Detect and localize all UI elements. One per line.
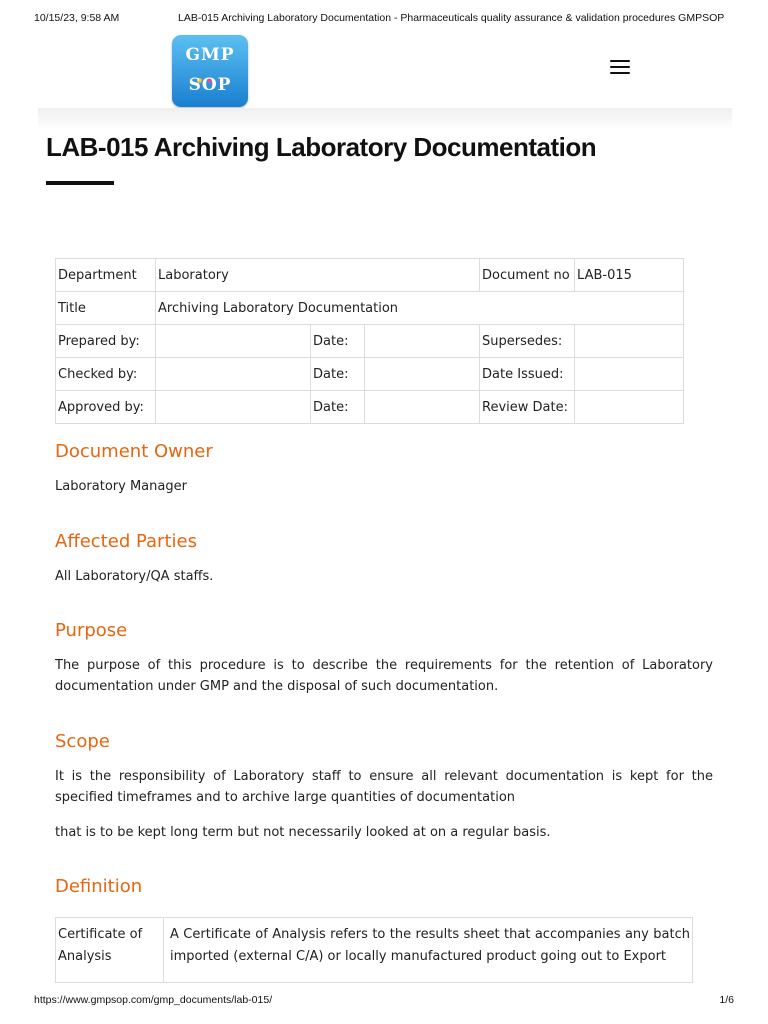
approved-by-label: Approved by: [56, 391, 156, 424]
page-number: 1/6 [719, 994, 734, 1006]
gmpsop-logo[interactable] [172, 35, 248, 107]
scope-text-1: It is the responsibility of Laboratory staff to ensure all relevant documentation is kept for the specified timeframes and to archive large quantities of documentation [55, 769, 713, 805]
approved-date-value [365, 391, 480, 424]
date-issued-label: Date Issued: [480, 358, 575, 391]
checked-date-label: Date: [311, 358, 365, 391]
site-header [38, 30, 732, 110]
document-no-value: LAB-015 [575, 259, 684, 292]
print-timestamp: 10/15/23, 9:58 AM [34, 12, 120, 24]
table-row [56, 358, 684, 391]
affected-parties-heading: Affected Parties [55, 531, 197, 552]
document-no-label: Document no [480, 259, 575, 292]
approved-date-label: Date: [311, 391, 365, 424]
scope-section [55, 731, 713, 843]
scope-text-2: that is to be kept long term but not necessarily looked at on a regular basis. [55, 825, 551, 840]
date-issued-value [575, 358, 684, 391]
logo-text-gmp: GMP [185, 45, 235, 65]
logo-text-sop: SOP [188, 75, 232, 95]
prepared-date-value [365, 325, 480, 358]
scope-heading: Scope [55, 731, 110, 752]
document-owner-section [55, 441, 713, 497]
print-header [34, 12, 734, 28]
table-row [56, 259, 684, 292]
print-document-title: LAB-015 Archiving Laboratory Documentation - Pharmaceuticals quality assurance & validation procedures GMPSOP [178, 12, 725, 24]
header-shadow [38, 108, 732, 130]
purpose-section [55, 620, 713, 697]
document-owner-heading: Document Owner [55, 441, 213, 462]
definition-heading: Definition [55, 876, 143, 897]
definition-section [55, 876, 713, 897]
purpose-heading: Purpose [55, 620, 128, 641]
title-value: Archiving Laboratory Documentation [156, 292, 684, 325]
table-row [56, 391, 684, 424]
prepared-by-value [156, 325, 311, 358]
page-title: LAB-015 Archiving Laboratory Documentation [46, 132, 597, 162]
supersedes-value [575, 325, 684, 358]
logo-dots [172, 68, 248, 74]
definition-text: A Certificate of Analysis refers to the results sheet that accompanies any batch imported (external C/A) or locally manufactured product going out to Export [164, 918, 693, 983]
hamburger-menu-icon[interactable] [610, 60, 630, 74]
print-url: https://www.gmpsop.com/gmp_documents/lab-015/ [34, 994, 273, 1006]
department-label: Department [56, 259, 156, 292]
definition-term: Certificate of Analysis [56, 918, 164, 983]
print-footer [34, 994, 734, 1010]
prepared-date-label: Date: [311, 325, 365, 358]
table-row [56, 325, 684, 358]
checked-by-value [156, 358, 311, 391]
affected-parties-section [55, 531, 713, 587]
title-underline [46, 181, 114, 185]
approved-by-value [156, 391, 311, 424]
affected-parties-text: All Laboratory/QA staffs. [55, 569, 214, 584]
checked-date-value [365, 358, 480, 391]
document-owner-text: Laboratory Manager [55, 479, 187, 494]
supersedes-label: Supersedes: [480, 325, 575, 358]
checked-by-label: Checked by: [56, 358, 156, 391]
title-label: Title [56, 292, 156, 325]
definitions-table [55, 917, 693, 983]
purpose-text: The purpose of this procedure is to describe the requirements for the retention of Laboratory documentation under GMP and the disposal of such documentation. [55, 658, 713, 694]
review-date-label: Review Date: [480, 391, 575, 424]
table-row [56, 292, 684, 325]
table-row [56, 918, 693, 983]
review-date-value [575, 391, 684, 424]
document-meta-table [55, 258, 684, 424]
department-value: Laboratory [156, 259, 480, 292]
prepared-by-label: Prepared by: [56, 325, 156, 358]
